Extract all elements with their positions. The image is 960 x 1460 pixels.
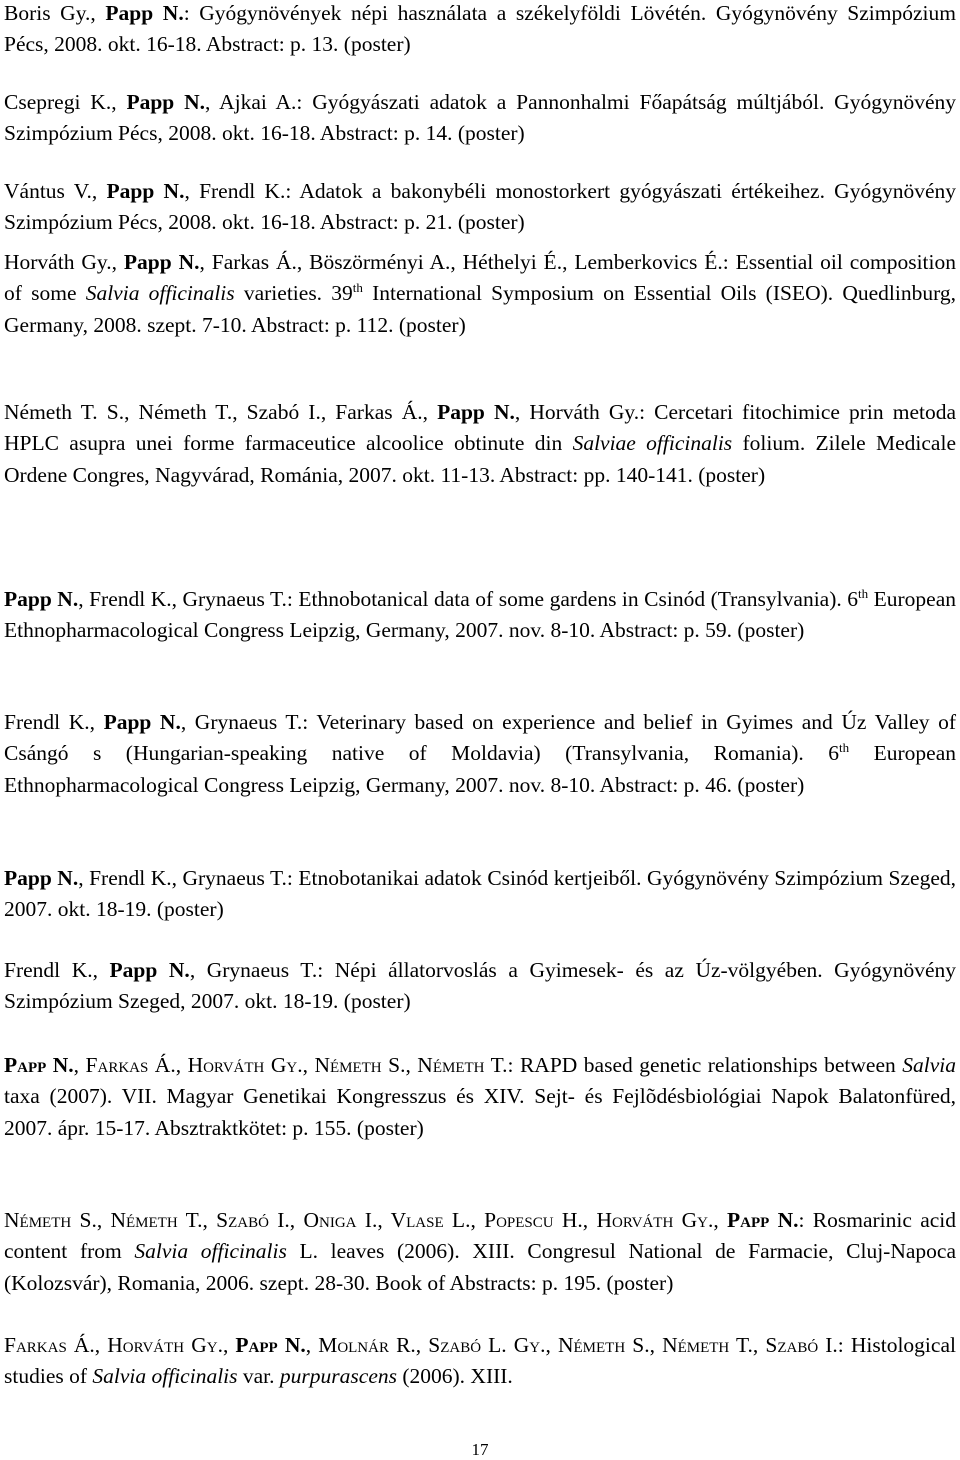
reference-text: European Ethnopharmacological Congress Leipzig, Germany, 2007. nov. 8-10. Abstract: p. 46. (poster): [4, 741, 956, 797]
reference-entry: [4, 707, 956, 801]
author-highlight: Papp N.: [109, 958, 190, 982]
author-highlight: Papp N.: [4, 866, 79, 890]
reference-entry: [4, 955, 956, 1018]
reference-text: , Ajkai A.: Gyógyászati adatok a Pannonhalmi Főapátság múltjából. Gyógynövény Szimpózium Pécs, 2008. okt. 16-18. Abstract: p. 14. (poster): [4, 90, 957, 146]
reference-entry: [4, 584, 956, 647]
reference-text: , Frendl K., Grynaeus T.: Etnobotanikai adatok Csinód kertjeiből. Gyógynövény Szimpózium Szeged, 2007. okt. 18-19. (poster): [4, 866, 956, 922]
reference-text: Frendl K.,: [4, 958, 110, 982]
author-highlight: Papp N.: [235, 1333, 306, 1357]
reference-entry: [4, 1330, 956, 1393]
reference-text: Boris Gy.,: [4, 1, 106, 25]
reference-entry: [4, 397, 956, 491]
reference-text: European Ethnopharmacological Congress Leipzig, Germany, 2007. nov. 8-10. Abstract: p. 59. (poster): [4, 587, 956, 643]
ordinal-superscript: th: [839, 740, 850, 756]
reference-text: folium. Zilele Medicale Ordene Congres, Nagyvárad, Románia, 2007. okt. 11-13. Abstract: pp. 140-141. (poster): [4, 431, 956, 487]
italic-term: Salvia: [902, 1053, 956, 1077]
reference-text: : Rosmarinic acid content from: [4, 1208, 957, 1264]
reference-text: Farkas Á., Horváth Gy.,: [4, 1333, 236, 1357]
reference-text: , Farkas Á., Horváth Gy., Németh S., Németh T.: [73, 1053, 508, 1077]
author-highlight: Papp N.: [727, 1208, 799, 1232]
author-highlight: Papp N.: [123, 250, 200, 274]
author-highlight: Papp N.: [4, 587, 79, 611]
reference-entry: [4, 1205, 956, 1299]
reference-entry: [4, 176, 956, 239]
reference-text: var.: [237, 1364, 280, 1389]
reference-text: Frendl K.,: [4, 710, 104, 734]
reference-text: , Grynaeus T.: Veterinary based on experience and belief in Gyimes and Úz Valley of Csángó s (Hungarian-speaking native of Moldavia) (Transylvania, Romania). 6: [4, 710, 956, 766]
reference-entry: [4, 863, 956, 926]
reference-entry: [4, 0, 956, 61]
italic-term: Salvia officinalis: [134, 1239, 287, 1264]
reference-entry: [4, 247, 956, 341]
author-highlight: Papp N.: [103, 710, 181, 734]
reference-text: , Grynaeus T.: Népi állatorvoslás a Gyimesek- és az Úz-völgyében. Gyógynövény Szimpózium Szeged, 2007. okt. 18-19. (poster): [4, 958, 956, 1014]
author-highlight: Papp N.: [106, 179, 185, 203]
italic-term: Salvia officinalis: [92, 1364, 238, 1389]
reference-text: International Symposium on Essential Oils (ISEO). Quedlinburg, Germany, 2008. szept. 7-10. Abstract: p. 112. (poster): [4, 281, 956, 337]
reference-text: Németh T. S., Németh T., Szabó I., Farkas Á.,: [4, 400, 438, 424]
italic-term: Salvia officinalis: [85, 281, 235, 306]
reference-entry: [4, 1050, 956, 1144]
ordinal-superscript: th: [858, 586, 869, 601]
reference-text: varieties. 39: [234, 281, 353, 306]
reference-text: : Gyógynövények népi használata a székelyföldi Lövétén. Gyógynövény Szimpózium Pécs, 2008. okt. 16-18. Abstract: p. 13. (poster): [4, 1, 956, 57]
author-highlight: Papp N.: [437, 400, 515, 424]
reference-text: Csepregi K.,: [4, 90, 127, 114]
reference-text: , Horváth Gy.: Cercetari fitochimice prin metoda HPLC asupra unei forme farmaceutice alcoolice obtinute din: [4, 400, 957, 456]
reference-entry: [4, 87, 956, 150]
italic-term: purpurascens: [279, 1364, 397, 1389]
reference-text: , Farkas Á., Böszörményi A., Héthelyi É., Lemberkovics É.: Essential oil composition of some: [4, 250, 956, 306]
author-highlight: Papp N.: [105, 1, 184, 25]
reference-text: , Frendl K.: Adatok a bakonybéli monostorkert gyógyászati értékeihez. Gyógynövény Szimpózium Pécs, 2008. okt. 16-18. Abstract: p. 21. (poster): [4, 179, 957, 235]
author-highlight: Papp N.: [126, 90, 206, 114]
page-number: 17: [471, 1440, 489, 1459]
reference-text: (2006). XIII.: [396, 1364, 513, 1389]
reference-text: , Frendl K., Grynaeus T.: Ethnobotanical data of some gardens in Csinód (Transylvania). 6: [78, 587, 858, 611]
reference-text: : Histological studies of: [4, 1333, 956, 1389]
reference-text: taxa (2007). VII. Magyar Genetikai Kongresszus és XIV. Sejt- és Fejlõdésbiológiai Napok Balatonfüred, 2007. ápr. 15-17. Absztraktkötet: p. 155. (poster): [4, 1084, 956, 1140]
reference-text: Németh S., Németh T., Szabó I., Oniga I., Vlase L., Popescu H., Horváth Gy.,: [4, 1208, 727, 1232]
reference-text: L. leaves (2006). XIII. Congresul National de Farmacie, Cluj-Napoca (Kolozsvár), Romania, 2006. szept. 28-30. Book of Abstracts: p. 195. (poster): [4, 1239, 956, 1295]
reference-text: , Molnár R., Szabó L. Gy., Németh S., Németh T., Szabó I.: [305, 1333, 838, 1357]
reference-text: Vántus V.,: [4, 179, 107, 203]
italic-term: Salviae officinalis: [572, 431, 733, 456]
reference-text: Horváth Gy.,: [4, 250, 124, 274]
reference-text: : RAPD based genetic relationships between: [507, 1053, 903, 1077]
ordinal-superscript: th: [352, 280, 363, 296]
author-highlight: Papp N.: [4, 1053, 74, 1077]
